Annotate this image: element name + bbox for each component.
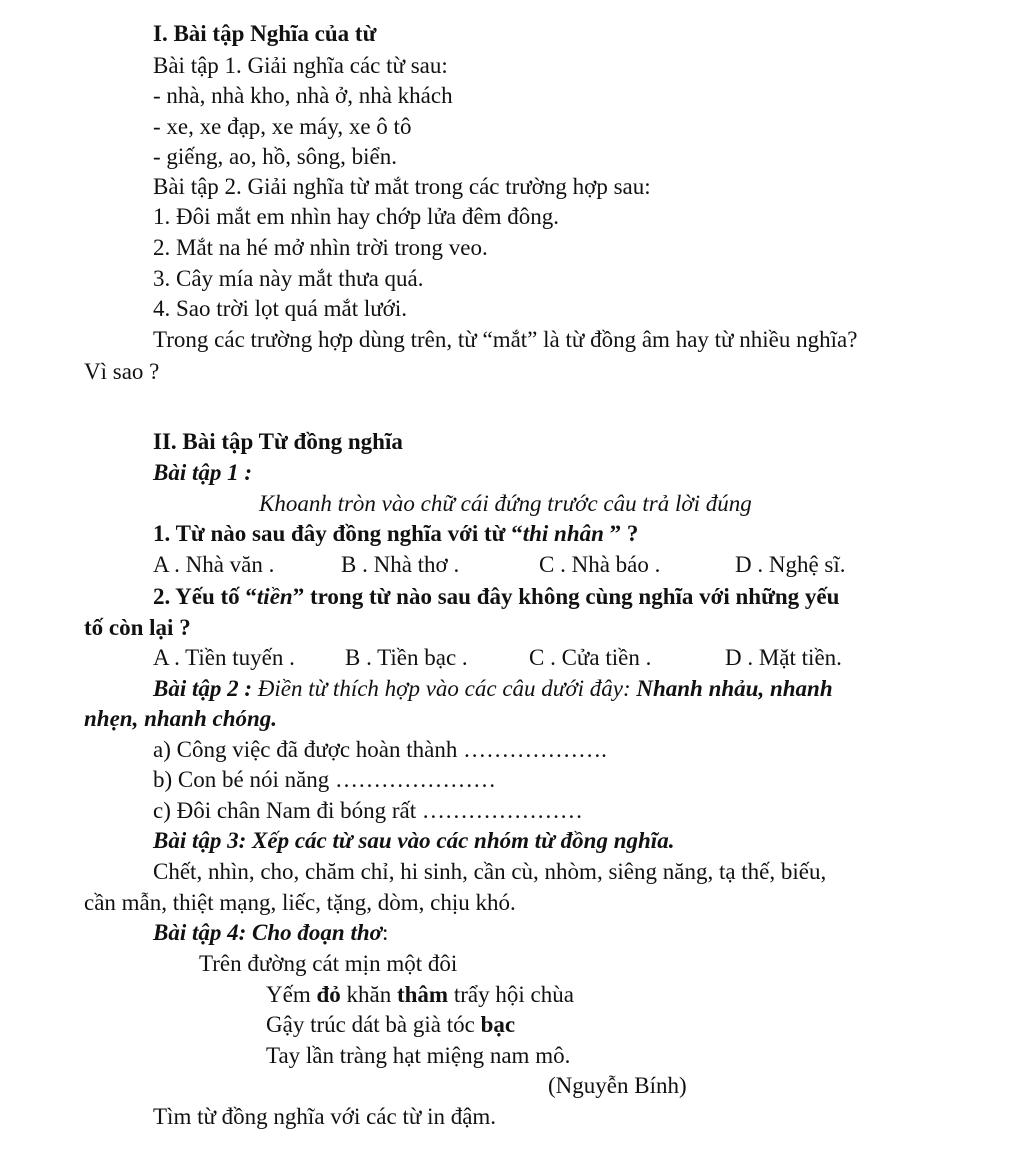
question-1-suffix: ” ?	[603, 521, 639, 546]
ex2-heading: Bài tập 2. Giải nghĩa từ mắt trong các trường hợp sau:	[153, 174, 651, 199]
ex1-item: - xe, xe đạp, xe máy, xe ô tô	[153, 114, 412, 139]
option-a[interactable]: A . Tiền tuyến .	[153, 645, 295, 670]
fill-item-a: a) Công việc đã được hoàn thành ……………….	[153, 737, 607, 762]
section-2-title: II. Bài tập Từ đồng nghĩa	[153, 429, 403, 454]
poem-bold-word: thâm	[396, 982, 449, 1007]
ex3-heading: Bài tập 3: Xếp các từ sau vào các nhóm từ đồng nghĩa.	[153, 828, 675, 853]
question-1-options	[153, 551, 846, 579]
question-2-prefix: 2. Yếu tố “	[153, 584, 257, 609]
option-c[interactable]: C . Cửa tiền .	[529, 645, 652, 670]
question-1-prefix: 1. Từ nào sau đây đồng nghĩa với từ “	[153, 521, 523, 546]
poem-line: Trên đường cát mịn một đôi	[199, 951, 458, 976]
instruction: Khoanh tròn vào chữ cái đứng trước câu trả lời đúng	[259, 491, 752, 516]
poem-text: Gậy trúc dát bà già tóc	[266, 1012, 481, 1037]
question-1	[153, 520, 638, 548]
question-2-options	[153, 644, 842, 672]
poem-line: Tay lần tràng hạt miệng nam mô.	[266, 1043, 571, 1068]
question-2	[153, 583, 839, 611]
fill-item-b: b) Con bé nói năng …………………	[153, 767, 497, 792]
ex2-line	[153, 675, 833, 703]
ex1-heading: Bài tập 1. Giải nghĩa các từ sau:	[153, 53, 448, 78]
ex4-heading-text: Bài tập 4: Cho đoạn thơ	[153, 920, 382, 945]
option-d[interactable]: D . Nghệ sĩ.	[735, 552, 846, 577]
ex4-heading	[153, 919, 388, 947]
ex2-words-line2: nhẹn, nhanh chóng.	[84, 706, 278, 731]
question-line: Vì sao ?	[84, 359, 160, 384]
poem-line	[266, 1011, 515, 1039]
ex3-words: cần mẫn, thiệt mạng, liếc, tặng, dòm, chịu khó.	[84, 890, 516, 915]
option-c[interactable]: C . Nhà báo .	[539, 552, 661, 577]
poem-bold-word: đỏ	[316, 982, 341, 1007]
section-1-title: I. Bài tập Nghĩa của từ	[153, 21, 377, 46]
option-b[interactable]: B . Nhà thơ .	[341, 552, 460, 577]
question-1-term: thi nhân	[522, 521, 604, 546]
ex2-label: Bài tập 2 :	[153, 676, 253, 701]
ex4-task: Tìm từ đồng nghĩa với các từ in đậm.	[153, 1104, 497, 1129]
option-d[interactable]: D . Mặt tiền.	[725, 645, 842, 670]
ex1-label: Bài tập 1 :	[153, 460, 253, 485]
ex2-item: 2. Mắt na hé mở nhìn trời trong veo.	[153, 235, 488, 260]
question-2-line2: tố còn lại ?	[84, 615, 191, 640]
poem-text: khăn	[340, 982, 397, 1007]
option-b[interactable]: B . Tiền bạc .	[345, 645, 468, 670]
poem-bold-word: bạc	[480, 1012, 516, 1037]
ex4-heading-colon: :	[381, 920, 389, 945]
question-2-suffix: ” trong từ nào sau đây không cùng nghĩa với những yếu	[292, 584, 840, 609]
option-a[interactable]: A . Nhà văn .	[153, 552, 275, 577]
question-2-term: tiền	[256, 584, 293, 609]
ex2-item: 1. Đôi mắt em nhìn hay chớp lửa đêm đông.	[153, 204, 559, 229]
ex2-text: Điền từ thích hợp vào các câu dưới đây:	[252, 676, 637, 701]
poem-author: (Nguyễn Bính)	[548, 1073, 687, 1098]
ex2-item: 3. Cây mía này mắt thưa quá.	[153, 266, 424, 291]
ex3-words: Chết, nhìn, cho, chăm chỉ, hi sinh, cần cù, nhòm, siêng năng, tạ thế, biếu,	[153, 859, 827, 884]
fill-item-c: c) Đôi chân Nam đi bóng rất …………………	[153, 798, 583, 823]
ex1-item: - nhà, nhà kho, nhà ở, nhà khách	[153, 83, 453, 108]
poem-text: trẩy hội chùa	[448, 982, 574, 1007]
ex1-item: - giếng, ao, hồ, sông, biển.	[153, 144, 398, 169]
ex2-item: 4. Sao trời lọt quá mắt lưới.	[153, 296, 407, 321]
question-line: Trong các trường hợp dùng trên, từ “mắt” là từ đồng âm hay từ nhiều nghĩa?	[153, 327, 858, 352]
ex2-words: Nhanh nhảu, nhanh	[636, 676, 833, 701]
poem-line	[266, 981, 574, 1009]
poem-text: Yếm	[266, 982, 317, 1007]
